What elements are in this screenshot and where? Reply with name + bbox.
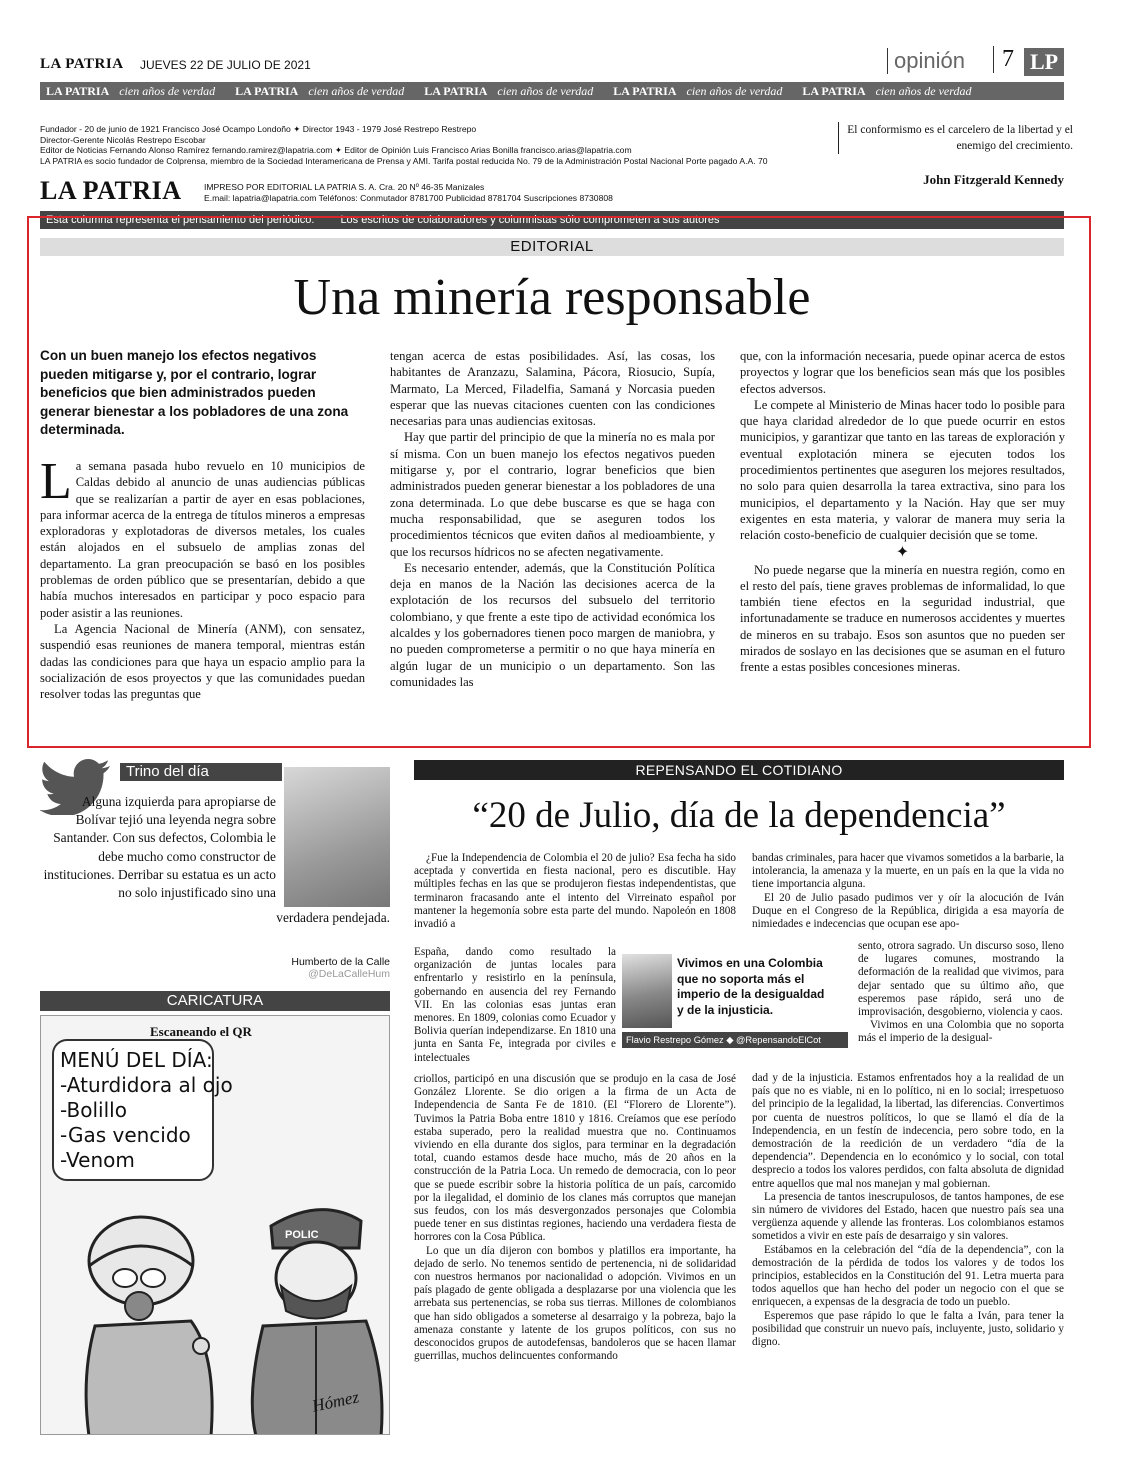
- quote-text: El conformismo es el carcelero de la libertad y el enemigo del crecimiento.: [838, 122, 1073, 154]
- columnist-byline: Flavio Restrepo Gómez ◆ @RepensandoElCot: [622, 1032, 848, 1048]
- editorial-paragraph: Le compete al Ministerio de Minas hacer todo lo posible para que haya claridad alrededor de lo que puede ocurrir en estos municipios, y garantizar que tanto en las tareas de exploración y eventual explotación minera se ejecuten todos los procedimientos pertinentes que aseguren los mejores resultados, no solo para quien desarrolla la tarea extractiva, sino para los municipios, el departamento y la Nación. Hay que ser muy exigentes en esta materia, y valorar de manera muy seria la relación costo-beneficio de cualquier decisión que se tome.: [740, 397, 1065, 543]
- brand-logo-large: LA PATRIA: [40, 176, 182, 205]
- pull-quote: Vivimos en una Colombia que no soporta más el imperio de la desigualdad y de la injusticia.: [677, 956, 825, 1017]
- cartoonist-signature: Hómez: [310, 1387, 361, 1416]
- tweet-text-tail: verdadera pendejada.: [276, 910, 390, 925]
- credits-line: LA PATRIA es socio fundador de Colprensa, miembro de la Sociedad Interamericana de Prensa y AMI. Tarifa postal reducida No. 79 de la Administración Postal Nacional Porte pagado A.A. 70: [40, 155, 768, 166]
- column-text-block: [414, 852, 736, 931]
- column-paragraph: sento, otrora sagrado. Un discurso soso, lleno de lugares comunes, mostrando la deformación de la realidad que vivimos, para dejar sentado que su último año, que esperemos pase rápido, será uno de improvisación, desgobierno, violencia y caos.: [858, 940, 1064, 1019]
- cartoon-header: CARICATURA: [40, 991, 390, 1011]
- column-paragraph: España, dando como resultado la organización de juntas locales para enfrentarlo y resistirlo en la península, gobernando en ausencia del rey Fernando VII. En las colonias esas juntas eran menores. En 1809, colonias como Ecuador y Bolivia querían independizarse. En 1810 una junta en Santa Fe, integrada por civiles e intelectuales: [414, 946, 616, 1064]
- columnist-photo: [622, 954, 672, 1028]
- strip-brand: LA PATRIA: [613, 84, 677, 98]
- printer-line: E.mail: lapatria@lapatria.com Teléfonos: Conmutador 8781700 Publicidad 8781704 Suscripciones 8730808: [204, 193, 613, 203]
- author-photo: [284, 767, 390, 907]
- editorial-paragraph: que, con la información necesaria, puede opinar acerca de estos proyectos y lograr que los beneficios sean más que los posibles efectos adversos.: [740, 349, 1065, 396]
- editorial-paragraph: La Agencia Nacional de Minería (ANM), con sensatez, suspendió esas reuniones de manera temporal, mientras están dadas las condiciones para que haya un espacio amplio para la socialización de esos proyectos y que las comunidades puedan resolver todas las preguntas que: [40, 621, 365, 702]
- lp-logo: LP: [1024, 48, 1064, 76]
- column-paragraph: dad y de la injusticia. Estamos enfrentados hoy a la realidad de un país que no es viable, ni en lo político, ni en lo social; irrespetuoso del principio de la legalidad, la libertad, las diferencias. Convertimos por cuenta de nuestros políticos, lo que se llamó el día de la Independencia, en un festín de indecencia, pero sobre todo, en la demostración de la reedición de un verdadero “día de la dependencia”. Dependencia en lo económico y lo social, con total desprecio a todos los valores perdidos, con falta absoluta de dignidad entre aquellos que mal nos manejan y mal gobiernan.: [752, 1072, 1064, 1190]
- column-text-block: [752, 1072, 1064, 1349]
- menu-item: -Venom: [60, 1148, 135, 1172]
- strip-brand: LA PATRIA: [46, 84, 110, 98]
- tweet-text: Alguna izquierda para apropiarse de Bolívar tejió una leyenda negra sobre Santander. Con sus defectos, Colombia le debe mucho como constructor de instituciones. Derribar su estatua es un acto no solo injustificado sino una: [43, 794, 276, 901]
- issue-date: JUEVES 22 DE JULIO DE 2021: [140, 58, 311, 72]
- editorial-title: Una minería responsable: [293, 269, 811, 326]
- separator-icon: ✦: [895, 543, 910, 561]
- byline-name: Flavio Restrepo Gómez: [626, 1035, 724, 1045]
- credits-line: Director-Gerente Nicolás Restrepo Escobar: [40, 134, 206, 145]
- column-header: REPENSANDO EL COTIDIANO: [414, 760, 1064, 780]
- editorial-label: EDITORIAL: [40, 238, 1064, 256]
- column-paragraph: El 20 de Julio pasado pudimos ver y oír la alocución de Iván Duque en el Congreso de la República, dirigida a esa mayoría de nimiedades e indecencias que ocupan ese apo-: [752, 891, 1064, 931]
- editorial-paragraph: Es necesario entender, además, que la Constitución Política deja en manos de la Nación las decisiones acerca de la explotación de los recursos del subsuelo del territorio colombiano, y que frente a este tipo de actividad económica los alcaldes y los gobernadores tienen poco margen de maniobra, y no pueden comprometerse a permitir o no que haya minería en algún lugar de un municipio o un departamento. Son las comunidades las: [390, 560, 715, 689]
- tweet-handle: @DeLaCalleHum: [308, 968, 390, 980]
- byline-handle: @RepensandoElCot: [735, 1035, 821, 1045]
- cartoon-menu: [60, 1048, 233, 1173]
- menu-item: -Gas vencido: [60, 1123, 191, 1147]
- disclaimer-right: Los escritos de colaboradores y columnistas sólo comprometen a sus autores: [340, 214, 720, 226]
- column-paragraph: ¿Fue la Independencia de Colombia el 20 de julio? Esa fecha ha sido aceptada y convertida en fiesta nacional, pero es discutible. Hay múltiples fechas en las que se produjeron fiestas independentistas, que terminaron fracasando ante el intento del Virreinato español por mantener la hegemonía sobre esta parte del mundo. Napoleón en 1808 invadió a: [414, 852, 736, 931]
- printer-line: IMPRESO POR EDITORIAL LA PATRIA S. A. Cra. 20 Nº 46-35 Manizales: [204, 182, 485, 192]
- column-paragraph: Vivimos en una Colombia que no soporta más el imperio de la desigual-: [858, 1019, 1064, 1045]
- staff-credits: [40, 124, 800, 166]
- brand-strip: [40, 82, 1064, 100]
- column-title: “20 de Julio, día de la dependencia”: [472, 795, 1006, 836]
- masthead-brand: LA PATRIA: [40, 56, 124, 72]
- strip-tagline: cien años de verdad: [119, 84, 216, 98]
- disclaimer-left: Esta columna representa el pensamiento del periódico.: [46, 214, 315, 226]
- menu-item: -Aturdidora al ojo: [60, 1073, 233, 1097]
- cartoon-caption: Escaneando el QR: [150, 1024, 252, 1039]
- column-paragraph: Esperemos que pase rápido lo que le falta a Iván, para tener la posibilidad que construir un nuevo país, incluyente, justo, solidario y digno.: [752, 1309, 1064, 1349]
- column-paragraph: criollos, participó en una discusión que se produjo en la casa de José González Llorente. Se dio origen a la firma de un Acta de Independencia de Santa Fe de 1810. (El “Florero de Llorente”). Tuvimos la Patria Boba entre 1810 y 1816. Creíamos que ese período estaba superado, pero la realidad muestra que no. Continuamos viviendo en ella durante dos siglos, para terminar en la degradación total, cuando estamos desde hace mucho, más de 20 años en la construcción de la Patria Loca. Un remedo de democracia, con lo peor que se puede escribir sobre la historia política de un país, carcomido por la ilegalidad, el dominio de los clanes más corruptos que manejan sus feudos, con los más desvergonzados personajes que Colombia puede tener en sus distintas regiones, haciendo una verdadera fiesta de horrores con la Cosa Pública.: [414, 1073, 736, 1244]
- column-paragraph: Estábamos en la celebración del “día de la dependencia”, con la demostración de la pérdida de todos los valores y de todos los principios, establecidos en la Constitución del 91. Letra muerta para todos aquellos que han hecho del poder un negocio con el que se enriquecen, a expensas de la desgracia de todo un pueblo.: [752, 1243, 1064, 1309]
- paragraph-text: a semana pasada hubo revuelo en 10 municipios de Caldas debido al anuncio de unas audiencias públicas que se realizarían a partir de ayer en esas poblaciones, para informar acerca de la entrega de títulos mineros a empresas exploradoras y explotadoras de diversos metales, los cuales están alojados en el subsuelo de amplias zonas del departamento. La gran preocupación se basó en los posibles problemas de orden público que se presentarían, debido a que había muchos interesados en participar y poco espacio para poder asistir a las reuniones.: [40, 459, 365, 620]
- printer-info: [204, 182, 613, 204]
- strip-tagline: cien años de verdad: [497, 84, 594, 98]
- quote-author: John Fitzgerald Kennedy: [923, 172, 1064, 187]
- tweet-author-name: Humberto de la Calle: [291, 956, 390, 968]
- strip-brand: LA PATRIA: [424, 84, 488, 98]
- strip-tagline: cien años de verdad: [686, 84, 783, 98]
- strip-tagline: cien años de verdad: [875, 84, 972, 98]
- credits-line: Fundador - 20 de junio de 1921 Francisco José Ocampo Londoño ✦ Director 1943 - 1979 José Restrepo Restrepo: [40, 124, 477, 134]
- menu-item: -Bolillo: [60, 1098, 127, 1122]
- editorial-paragraph: tengan acerca de estas posibilidades. Así, las cosas, los habitantes de Aranzazu, Salamina, Pácora, Riosucio, Supía, Marmato, La Merced, Filadelfia, Samaná y Norcasia pueden esperar que las nuevas citaciones cuenten con las condiciones necesarias para unas audiencias exitosas.: [390, 349, 715, 429]
- helmet-text: POLIC: [285, 1229, 319, 1241]
- tweet-author: [226, 956, 390, 980]
- editorial-lead: Con un buen manejo los efectos negativos pueden mitigarse y, por el contrario, lograr beneficios que bien administrados pueden generar bienestar a los pobladores de una zona determinada.: [40, 348, 349, 437]
- editorial-paragraph: Hay que partir del principio de que la minería no es mala por sí misma. Con un buen manejo los efectos negativos pueden mitigarse y, por el contrario, lograr beneficios que bien administrados pueden generar bienestar a los pobladores de una zona determinada. Lo que debe buscarse es que se haga con mucha responsabilidad, que se aseguren todos los procedimientos técnicos que eviten daños al medioambiente, y que los recursos hídricos no se afecten negativamente.: [390, 430, 715, 559]
- editorial-paragraph: No puede negarse que la minería en nuestra región, como en el resto del país, tiene graves problemas de informalidad, lo que también tiene efectos en la seguridad industrial, que infortunadamente se traduce en numerosos accidentes y muertes de mineros en su trabajo. Esos son asuntos que no pueden ser mirados de soslayo en las decisiones que se asuman en el futuro frente a estas posibles concesiones mineras.: [740, 562, 1065, 675]
- column-text-block: [414, 1073, 736, 1363]
- column-text-block: [858, 940, 1064, 1046]
- column-paragraph: Lo que un día dijeron con bombos y platillos era importante, ha dejado de serlo. No tenemos sentido de pertenencia, ni de solidaridad con nuestros hermanos por nacionalidad o adopción. Vivimos en un país plagado de gente obligada a desplazarse por una violencia que les arrebata sus pertenencias, se roba sus tierras. Millones de colombianos que han sido obligados a someterse al desarraigo y la pobreza, bajo la amenaza constante y latente de los grupos políticos, con sus no desconocidos grupos de autodefensas, bandoleros que se hacen llamar guerrillas, muchos delincuentes conformando: [414, 1244, 736, 1363]
- column-text-block: [752, 852, 1064, 931]
- trino-header: Trino del día: [120, 763, 282, 781]
- column-paragraph: La presencia de tantos inescrupulosos, de tantos hampones, de ese sin número de vividores del Estado, hacen que nuestro país sea una vergüenza aquende y allende las fronteras. Los colombianos estamos sometidos a vivir en este país de desarraigo y sin valores.: [752, 1190, 1064, 1243]
- page-number: 7: [993, 46, 1014, 73]
- section-label: opinión: [887, 48, 965, 74]
- strip-tagline: cien años de verdad: [308, 84, 405, 98]
- column-paragraph: bandas criminales, para hacer que vivamos sometidos a la barbarie, la intolerancia, la amenaza y la muerte, en un país en la que la vida no tiene importancia alguna.: [752, 852, 1064, 891]
- drop-cap: L: [40, 453, 72, 510]
- strip-brand: LA PATRIA: [802, 84, 866, 98]
- credits-line: Editor de Noticias Fernando Alonso Ramírez fernando.ramirez@lapatria.com ✦ Editor de Opinión Luis Francisco Arias Bonilla francisco.arias@lapatria.com: [40, 145, 632, 155]
- editorial-highlight-frame: [27, 216, 1091, 748]
- column-text-block: [414, 946, 616, 1065]
- strip-brand: LA PATRIA: [235, 84, 299, 98]
- menu-title: MENÚ DEL DÍA:: [60, 1048, 213, 1072]
